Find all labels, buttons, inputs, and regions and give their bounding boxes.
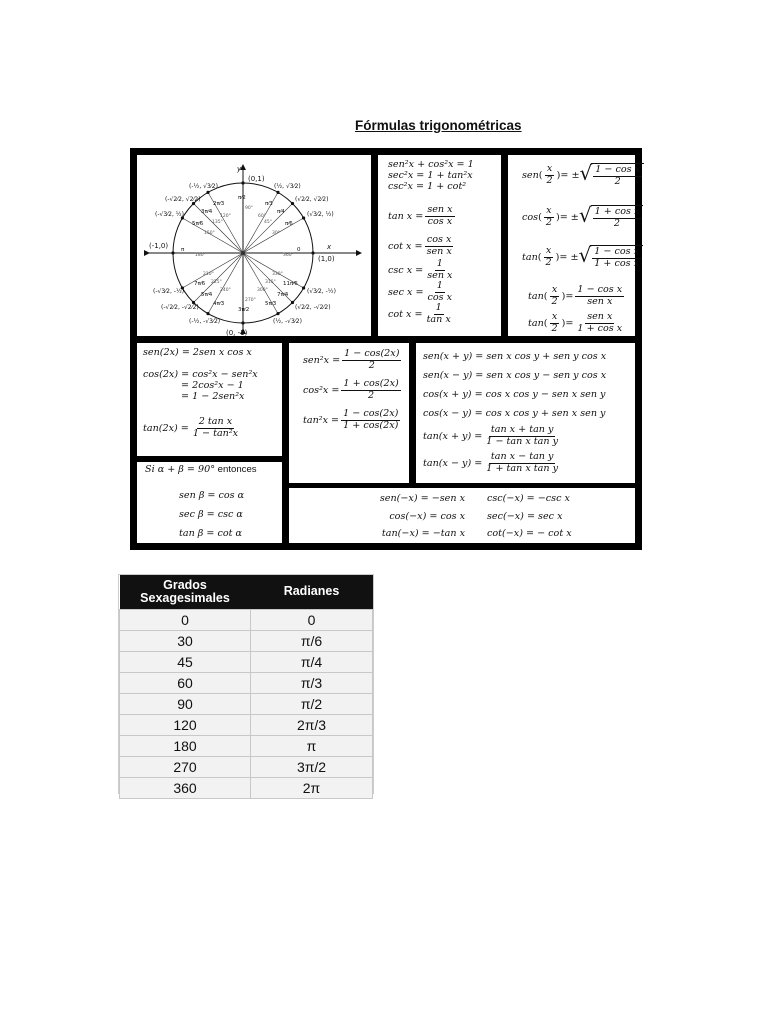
- svg-text:(√3⁄2, ½): (√3⁄2, ½): [307, 211, 334, 218]
- pythagorean-panel: [378, 155, 501, 336]
- double-angle-cos-3: = 1 − 2sen²x: [181, 391, 245, 403]
- svg-text:11π⁄6: 11π⁄6: [283, 281, 298, 287]
- svg-text:π⁄3: π⁄3: [265, 201, 273, 207]
- table-row: [120, 693, 373, 714]
- x-axis-label: x: [327, 243, 332, 251]
- degree-cell: 60: [120, 672, 251, 693]
- degree-cell: 120: [120, 714, 251, 735]
- y-axis-label: y: [237, 165, 242, 173]
- table-row: [120, 756, 373, 777]
- degree-cell: 360: [120, 777, 251, 798]
- sum-sen-plus: sen(x + y) = sen x cos y + sen y cos x: [423, 351, 607, 362]
- sum-difference-panel: [416, 343, 635, 483]
- identity-cot: cot x = $\frac{\text{cos x}}{\text{sen x}}$: [388, 234, 452, 257]
- svg-text:3π⁄4: 3π⁄4: [201, 209, 213, 215]
- svg-text:5π⁄4: 5π⁄4: [201, 292, 213, 298]
- table-row: [120, 609, 373, 630]
- svg-text:(-½, -√3⁄2): (-½, -√3⁄2): [189, 318, 221, 325]
- svg-text:(-½, √3⁄2): (-½, √3⁄2): [189, 183, 218, 190]
- unit-circle-diagram: [137, 155, 371, 336]
- double-angle-tan: tan(2x) = $\frac{\text{2 tan x}}{\text{1 − tan²x}}$: [143, 416, 239, 439]
- radian-cell: 0: [251, 609, 373, 630]
- identity-pythag-2: sec²x = 1 + tan²x: [388, 170, 473, 182]
- identity-pythag-1: sen²x + cos²x = 1: [388, 159, 474, 170]
- radian-cell: 3π/2: [251, 756, 373, 777]
- point-right: (1,0): [318, 255, 335, 263]
- complementary-header: Si α + β = 90° entonces: [145, 464, 257, 475]
- power-sen: sen²x = $\frac{1 - \cos(2x)}{2}$: [303, 348, 400, 371]
- svg-text:π⁄4: π⁄4: [277, 209, 285, 215]
- identity-sec: sec x = $\frac{1}{\text{cos x}}$: [388, 280, 453, 303]
- svg-text:330°: 330°: [272, 272, 283, 277]
- complementary-panel: [137, 462, 282, 543]
- svg-text:60°: 60°: [258, 214, 266, 219]
- svg-text:5π⁄3: 5π⁄3: [265, 301, 277, 307]
- svg-text:(½, -√3⁄2): (½, -√3⁄2): [273, 318, 302, 325]
- svg-text:45°: 45°: [264, 220, 272, 225]
- svg-text:5π⁄6: 5π⁄6: [192, 221, 204, 227]
- negative-cot: cot(−x) = − cot x: [487, 528, 572, 539]
- radian-cell: 2π/3: [251, 714, 373, 735]
- svg-text:30°: 30°: [272, 231, 280, 236]
- svg-text:2π⁄3: 2π⁄3: [213, 201, 225, 207]
- table-row: [120, 735, 373, 756]
- half-angle-sen: sen ( $\frac{x}{2}$ ) = ± √ $\frac{\text{1 − cos x}}{2}$: [522, 163, 644, 187]
- half-angle-tan: tan ( $\frac{x}{2}$ ) = ± √ $\frac{\text{1 − cos x}}{\text{1 + cos x}}$: [522, 245, 643, 269]
- formula-sheet: [130, 148, 642, 550]
- svg-text:(-√2⁄2, √2⁄2): (-√2⁄2, √2⁄2): [165, 196, 201, 203]
- power-tan: tan²x = $\frac{1 - \cos(2x)}{1 + \cos(2x)}$: [303, 408, 399, 431]
- svg-text:0: 0: [297, 247, 301, 253]
- sum-cos-plus: cos(x + y) = cos x cos y − sen x sen y: [423, 389, 606, 400]
- degree-cell: 30: [120, 630, 251, 651]
- svg-text:(√2⁄2, -√2⁄2): (√2⁄2, -√2⁄2): [295, 304, 331, 311]
- svg-text:(-√3⁄2, ½): (-√3⁄2, ½): [155, 211, 184, 218]
- table-row: [120, 630, 373, 651]
- half-angle-tan-3: tan ( $\frac{x}{2}$ ) = $\frac{\text{sen x}}{\text{1 + cos x}}$: [528, 311, 623, 334]
- svg-text:120°: 120°: [220, 214, 231, 219]
- svg-text:180°: 180°: [195, 253, 206, 258]
- negative-sec: sec(−x) = sec x: [487, 510, 563, 522]
- svg-text:7π⁄4: 7π⁄4: [277, 292, 289, 298]
- header-radians: Radianes: [251, 575, 373, 609]
- degree-cell: 45: [120, 651, 251, 672]
- double-angle-sen: sen(2x) = 2sen x cos x: [143, 347, 252, 358]
- table-row: [120, 714, 373, 735]
- svg-text:3π⁄2: 3π⁄2: [238, 307, 250, 313]
- svg-text:90°: 90°: [245, 206, 253, 211]
- sum-tan-plus: tan(x + y) = $\frac{\text{tan x + tan y}}{\text{1 − tan x tan y}}$: [423, 424, 559, 447]
- identity-cot-reciprocal: cot x = $\frac{1}{\text{tan x}}$: [388, 302, 451, 325]
- svg-text:270°: 270°: [245, 298, 256, 303]
- page-title: Fórmulas trigonométricas: [355, 118, 522, 133]
- double-angle-cos-2: = 2cos²x − 1: [181, 380, 244, 392]
- point-left: (-1,0): [149, 242, 169, 250]
- sum-sen-minus: sen(x − y) = sen x cos y − sen y cos x: [423, 370, 607, 381]
- svg-text:(-√3⁄2, -½): (-√3⁄2, -½): [153, 288, 185, 295]
- identity-pythag-3: csc²x = 1 + cot²: [388, 181, 467, 193]
- radian-cell: π/4: [251, 651, 373, 672]
- half-angle-panel: [508, 155, 641, 336]
- radian-cell: π/6: [251, 630, 373, 651]
- half-angle-cos: cos ( $\frac{x}{2}$ ) = ± √ $\frac{\text{1 + cos x}}{2}$: [522, 205, 643, 229]
- svg-text:π⁄6: π⁄6: [285, 221, 293, 227]
- negative-csc: csc(−x) = −csc x: [487, 493, 570, 504]
- svg-text:135°: 135°: [212, 220, 223, 225]
- svg-text:(√3⁄2, -½): (√3⁄2, -½): [307, 288, 336, 295]
- svg-text:π⁄2: π⁄2: [238, 195, 246, 201]
- degree-cell: 90: [120, 693, 251, 714]
- header-degrees: Grados Sexagesimales: [120, 575, 251, 609]
- svg-text:(√2⁄2, √2⁄2): (√2⁄2, √2⁄2): [295, 196, 329, 203]
- identity-tan: tan x = $\frac{\text{sen x}}{\text{cos x}}$: [388, 204, 453, 227]
- radian-cell: π/2: [251, 693, 373, 714]
- double-angle-panel: [137, 343, 282, 456]
- identity-csc: csc x = $\frac{1}{\text{sen x}}$: [388, 258, 453, 281]
- radian-cell: π/3: [251, 672, 373, 693]
- sum-cos-minus: cos(x − y) = cos x cos y + sen x sen y: [423, 408, 606, 419]
- power-reduction-panel: [289, 343, 409, 483]
- radian-cell: π: [251, 735, 373, 756]
- table-row: [120, 672, 373, 693]
- radian-cell: 2π: [251, 777, 373, 798]
- svg-text:(-√2⁄2, -√2⁄2): (-√2⁄2, -√2⁄2): [161, 304, 199, 311]
- negative-tan: tan(−x) = −tan x: [381, 528, 465, 539]
- svg-text:210°: 210°: [203, 272, 214, 277]
- sum-tan-minus: tan(x − y) = $\frac{\text{tan x − tan y}}{\text{1 + tan x tan y}}$: [423, 451, 559, 474]
- half-angle-tan-2: tan ( $\frac{x}{2}$ ) = $\frac{\text{1 − cos x}}{\text{sen x}}$: [528, 284, 623, 307]
- power-cos: cos²x = $\frac{1 + \cos(2x)}{2}$: [303, 378, 399, 401]
- unit-circle-panel: [137, 155, 371, 336]
- svg-text:7π⁄6: 7π⁄6: [194, 281, 206, 287]
- table-row: [120, 651, 373, 672]
- svg-text:315°: 315°: [265, 280, 276, 285]
- complementary-sec: sec β = csc α: [179, 509, 243, 520]
- degree-radian-table: [118, 574, 374, 794]
- svg-text:360°: 360°: [283, 253, 294, 258]
- negative-cos: cos(−x) = cos x: [389, 510, 465, 522]
- degree-cell: 270: [120, 756, 251, 777]
- svg-text:240°: 240°: [220, 288, 231, 293]
- table-row: [120, 777, 373, 798]
- degree-cell: 0: [120, 609, 251, 630]
- point-top: (0,1): [248, 175, 265, 183]
- negative-sen: sen(−x) = −sen x: [379, 493, 465, 504]
- complementary-sen: sen β = cos α: [179, 490, 245, 501]
- svg-text:150°: 150°: [204, 231, 215, 236]
- double-angle-cos-1: cos(2x) = cos²x − sen²x: [143, 369, 258, 380]
- svg-text:π: π: [181, 247, 185, 253]
- svg-text:225°: 225°: [211, 280, 222, 285]
- degree-cell: 180: [120, 735, 251, 756]
- complementary-tan: tan β = cot α: [179, 528, 243, 539]
- svg-text:(½, √3⁄2): (½, √3⁄2): [274, 183, 301, 190]
- negative-angle-panel: [289, 488, 635, 543]
- svg-text:300°: 300°: [257, 288, 268, 293]
- point-bottom: (0, -1): [226, 329, 248, 337]
- svg-text:4π⁄3: 4π⁄3: [213, 301, 225, 307]
